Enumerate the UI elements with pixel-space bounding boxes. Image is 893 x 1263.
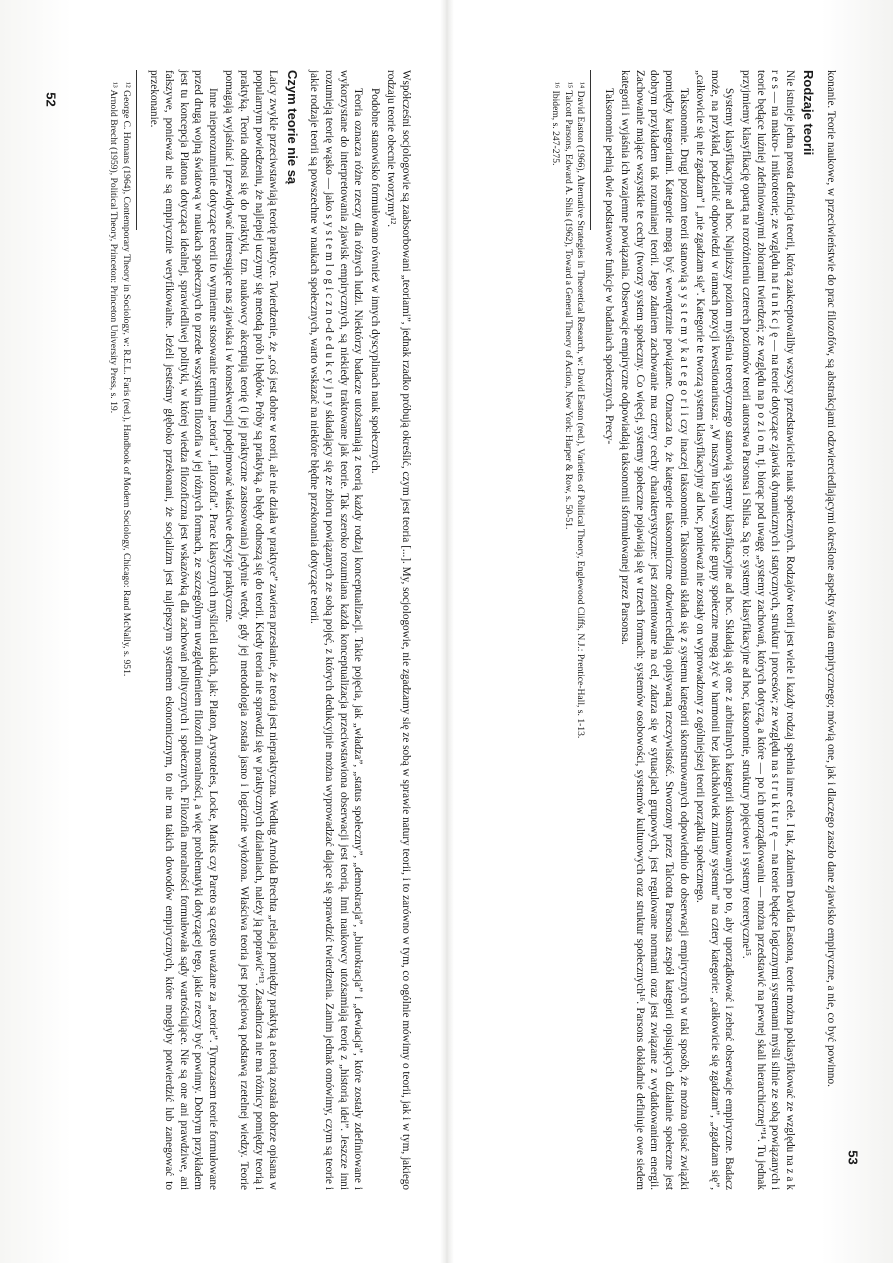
page-53 [450, 40, 850, 1230]
footnote: ¹² George C. Homans (1964), Contemporary Theory in Sociology, w: R.E.L. Faris (red.), Handbook of Modern Sociology, Chicago: Rand McNally, s. 951. [120, 82, 132, 677]
page-number: 52 [43, 92, 59, 107]
paragraph: Taksonomie. Drugi poziom teorii stanowią s y s t e m y k a t e g o r i i czy inaczej taksonomie. Taksonomia składa się z systemu kategorii skonstruowanych odpowiednio do obserwacji empirycznych w taki sposób, że można opisać związki pomiędzy kategoriami. Kategorie mogą być wewnętrznie powiązane. Oznacza to, że kategorie taksonomiczne odzwierciedlają opisywaną rzeczywistość. Stworzony przez Talcotta Parsonsa zespół kategorii opisujących działanie społeczne jest dobrym przykładem tak rozumianej teorii. Jego zdaniem zachowanie ma cztery cechy charakterystyczne: jest zorientowane na cel, zdarza się w sytuacjach grupowych, jest regulowane normami oraz jest związane z wydatkowaniem energii. Zachowanie mające wszystkie te cechy (tworzy system społeczny. Co więcej, systemy społeczne pojawiają się w trzech formach: systemów osobowości, systemów kulturowych oraz struktur społecznych¹⁶. Parsons dokładnie definiuje owe siedem kategorii i wyjaśnia ich wzajemne powiązania. Obserwacje empiryczne odpowiadają taksonomii sformułowanej przez Parsonsa. [619, 70, 690, 1190]
paragraph: Inne nieporozumienie dotyczące teorii to wymienne stosowanie terminu „teoria” i „filozofia”. Prace klasycznych myślicieli takich, jak: Platon, Arystoteles, Locke, Marks czy Pareto są często uważane za „teorie”. Tymczasem teorie formułowane przed drugą wojną światową w naukach społecznych to przede wszystkim filozofia w jej różnych formach, ze szczególnym uwzględnieniem filozofii moralności, a więc problematyki dotyczącej tego, jakie rzeczy być powinny. Dobrym przykładem jest tu koncepcja Platona dotycząca idealnej, sprawiedliwej polityki, w której wiedza filozoficzna jest wskazówką dla zachowań politycznych i społecznych. Filozofia moralności formułowała sądy wartościujące. Nie są one ani prawdziwe, ani fałszywe, ponieważ nie są empirycznie weryfikowalne. Jeżeli jesteśmy głęboko przekonani, że socjalizm jest najlepszym systemem ekonomicznym, to nie ma takich dowodów empirycznych, które mogłyby potwierdzić lub zanegować to przekonanie. [148, 70, 219, 1190]
paragraph: Podobne stanowisko formułowano również w innych dyscyplinach nauk społecznych. [368, 88, 381, 474]
page-number: 53 [845, 1150, 861, 1165]
footnote: ¹⁴ David Easton (1966), Alternative Strategies in Theoretical Research, w: David Easton (red.), Varieties of Political Theory, Englewood Cliffs, N.J.: Prentice-Hall, s. 1-13. [575, 82, 587, 739]
quote-paragraph: Współcześni socjologowie są zaabsorbowani „teoriami”, jednak rzadko próbują określić, czym jest teoria [...]. My, socjologowie, nie zgadzamy się ze sobą w sprawie natury teorii, i to zarówno w tym, co ogólnie mówimy o teorii, jak i w tym, jakiego rodzaju teorie obecnie tworzymy¹². [385, 70, 412, 1190]
paragraph: Nie istnieje jedna prosta definicja teorii, którą zaakceptowaliby wszyscy przedstawiciele nauk społecznych. Rodzajów teorii jest wiele i każdy rodzaj spełnia inne cele. I tak, zdaniem Davida Eastona, teorie można poklasyfikować ze względu na z a k r e s — na makro- i mikroteorie; ze względu na f u n k c j ę — na teorie dotyczące zjawisk dynamicznych i statycznych, struktur i procesów; ze względu na s t r u k t u r ę — na teorie będące logicznymi systemami myśli silnie ze sobą powiązanych i teorie będące luźniej zdefiniowanymi zbiorami twierdzeń; ze względu na p o z i o m, tj. biorąc pod uwagę „systemy zachowań, których dotyczą, a które — po ich uporządkowaniu — można przedstawić na pewnej skali hierarchicznej”¹⁴. Tu jednak przyjmiemy klasyfikację opartą na rozróżnieniu czterech poziomów teorii autorstwa Parsonsa i Shilsa. Są to: systemy klasyfikacyjne ad hoc, taksonomie, struktury pojęciowe i systemy teoretyczne¹⁵. [740, 70, 796, 1190]
section-heading: Rodzaje teorii [801, 70, 817, 156]
paragraph: Taksonomie pełnią dwie podstawowe funkcje w badaniach społecznych. Precy- [602, 88, 615, 445]
paragraph: Teoria oznacza różne rzeczy dla różnych ludzi. Niektórzy badacze utożsamiają z teorią każdy rodzaj konceptualizacji. Takie pojęcia, jak „władza”, „status społeczny”, „demokracja”, „biurokracja” i „dewiacja”, które zostały zdefiniowane i wykorzystane do interpretowania zjawisk empirycznych, są niekiedy traktowane jak teorie. Tak szeroko rozumiana każda konceptualizacja przeciwstawiona obserwacji jest teorią. Inni naukowcy utożsamiają teorię z „historią idei”. Jeszcze inni rozumieją teorię wąsko — jako s y s t e m l o g i c z n o-d e d u k c y j n y składający się ze zbioru powiązanych ze sobą pojęć, z których dedukcyjnie można wyprowadzać dające się sprawdzić twierdzenia. Zanim jednak omówimy, czym są teorie i jakie rodzaje teorii są powszechne w naukach społecznych, warto wskazać na niektóre błędne przekonania dotyczące teorii. [308, 70, 365, 1190]
section-heading: Czym teorie nie są [284, 70, 300, 185]
page-53-body [549, 70, 838, 1190]
page-52-body [107, 70, 413, 1190]
footnote-rule [590, 70, 591, 230]
footnote: ¹⁶ Ibidem, s. 247-275. [550, 82, 562, 166]
paragraph: konanie. Teorie naukowe, w przeciwieństwie do prac filozofów, są abstrakcjami odzwierciedlającymi określone aspekty świata empirycznego; mówią one, jak i dlaczego zaszło dane zjawisko empiryczne, a nie, co być powinno. [825, 70, 837, 1087]
paragraph: Systemy klasyfikacyjne ad hoc. Najniższy poziom myślenia teoretycznego stanowią systemy klasyfikacyjne ad hoc. Składają się one z arbitralnych kategorii skonstruowanych po to, aby uporządkować i zebrać obserwacje empiryczne. Badacz może, na przykład, podzielić odpowiedzi w ramach pozycji kwestionariusza: „W naszym kraju wszystkie grupy społeczne mogą żyć w harmonii bez jakichkolwiek zmiany systemu” na cztery kategorie: „całkowicie się zgadzam”, „zgadzam się”, „całkowicie się nie zgadzam” i „nie zgadzam się”. Kategorie te tworzą system klasyfikacyjny ad hoc, ponieważ nie zostały on wyprowadzony z ogólniejszej teorii porządku społecznego. [694, 70, 736, 1190]
footnote-rule [136, 70, 137, 230]
paragraph: Laicy zwykle przeciwstawiają teorię praktyce. Twierdzenie, że „coś jest dobre w teorii, ale nie działa w praktyce” zawiera przesłanie, że teoria jest niepraktyczna. Według Arnolda Brechta „relacja pomiędzy praktyką a teorią została dobrze opisana w popularnym powiedzeniu, że najlepiej uczymy się metodą prób i błędów. Próby są praktyką, a błędy odnoszą się do teorii. Kiedy teoria nie sprawdzi się w praktycznych działaniach, należy ją poprawić”¹³. Zasadnicza nie ma różnicy pomiędzy teorią i praktyką. Teoria odnosi się do praktyki, tzn. naukowcy akceptują teorię (i jej praktyczne zastosowania) jedynie wtedy, gdy jej metodologia została jasno i logicznie wyłożona. Właściwa teoria jest pojęciową podstawą rzetelnej wiedzy. Teorie pomagają wyjaśniać i przewidywać interesujące nas zjawiska i w konsekwencji podejmować właściwe decyzje praktyczne. [223, 70, 280, 1190]
footnote: ¹⁵ Talcott Parsons, Edward A. Shils (1962), Toward a General Theory of Action, New York: Harper & Row, s. 50-51. [562, 82, 574, 530]
page-52 [25, 40, 425, 1230]
footnote: ¹³ Arnold Brecht (1959), Political Theory, Princeton: Princeton University Press, s. 19. [108, 82, 120, 414]
